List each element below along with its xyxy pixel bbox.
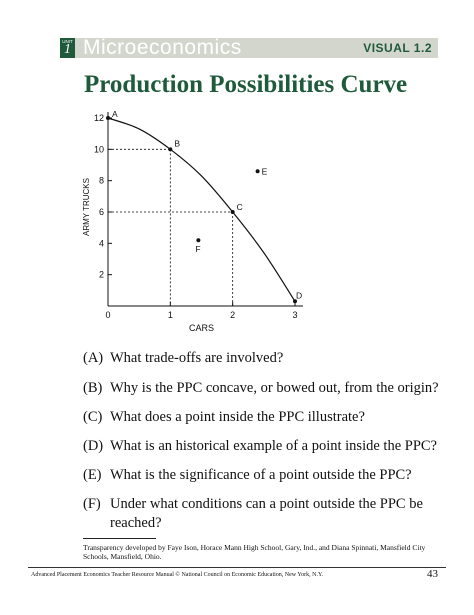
- x-axis-label: CARS: [188, 323, 215, 333]
- point-a: [106, 116, 110, 120]
- x-tick-label: 3: [292, 310, 298, 320]
- visual-label: VISUAL 1.2: [363, 41, 432, 55]
- point-label-c: C: [236, 202, 243, 212]
- x-tick-label: 1: [167, 310, 173, 320]
- question-text-line: Under what conditions can a point outside the PPC be: [110, 496, 423, 512]
- question-text: [110, 437, 440, 456]
- question-text-line: Why is the PPC concave, or bowed out, from the origin?: [110, 380, 439, 396]
- point-b: [168, 147, 172, 151]
- question-text: [110, 408, 440, 427]
- question-letter: (D): [83, 438, 104, 454]
- question-text-line: reached?: [110, 515, 162, 531]
- y-tick-label: 10: [93, 144, 104, 155]
- footnote-rule: [83, 538, 156, 539]
- page-title: Production Possibilities Curve: [84, 71, 408, 98]
- y-axis-label: ARMY TRUCKS: [82, 178, 91, 236]
- question-letter: (B): [83, 380, 103, 396]
- question-text: [110, 495, 440, 533]
- point-f: [196, 238, 200, 242]
- question-text-line: What trade-offs are involved?: [110, 350, 284, 366]
- page-number: 43: [427, 568, 438, 580]
- unit-number: 1: [64, 42, 71, 57]
- question-letter: (E): [83, 467, 102, 483]
- y-tick-label: 6: [98, 207, 104, 217]
- y-tick-label: 8: [98, 175, 104, 186]
- point-label-b: B: [174, 138, 181, 149]
- question-text-line: What is an historical example of a point inside the PPC?: [110, 438, 437, 454]
- question-letter: (C): [83, 409, 103, 425]
- point-e: [256, 169, 260, 173]
- point-label-d: D: [296, 290, 303, 301]
- y-tick-label: 2: [98, 269, 104, 280]
- unit-word: UNIT: [62, 39, 73, 44]
- ppc-curve: [108, 118, 295, 301]
- unit-title: Microeconomics: [83, 36, 242, 59]
- x-tick-label: 0: [105, 310, 111, 320]
- question-letter: (F): [83, 496, 101, 512]
- question-text: [110, 379, 440, 398]
- question-text: [110, 466, 440, 485]
- question-letter: (A): [83, 350, 104, 366]
- footnote: Transparency developed by Faye Ison, Horace Mann High School, Gary, Ind., and Diana Spinnati, Mansfield City Schools, Mansfield, Ohio.: [83, 543, 426, 561]
- x-tick-label: 2: [230, 310, 236, 320]
- point-c: [231, 210, 235, 214]
- y-tick-label: 12: [93, 113, 104, 123]
- footer-text: Advanced Placement Economics Teacher Resource Manual © National Council on Economic Education, New York, N.Y.: [31, 572, 324, 578]
- question-text: [110, 349, 440, 368]
- question-text-line: What is the significance of a point outside the PPC?: [110, 467, 412, 483]
- footer-rule: [28, 567, 446, 568]
- point-label-a: A: [112, 109, 118, 119]
- point-label-e: E: [261, 166, 268, 177]
- y-tick-label: 4: [98, 238, 104, 249]
- point-label-f: F: [195, 244, 201, 255]
- question-text-line: What does a point inside the PPC illustrate?: [110, 409, 365, 425]
